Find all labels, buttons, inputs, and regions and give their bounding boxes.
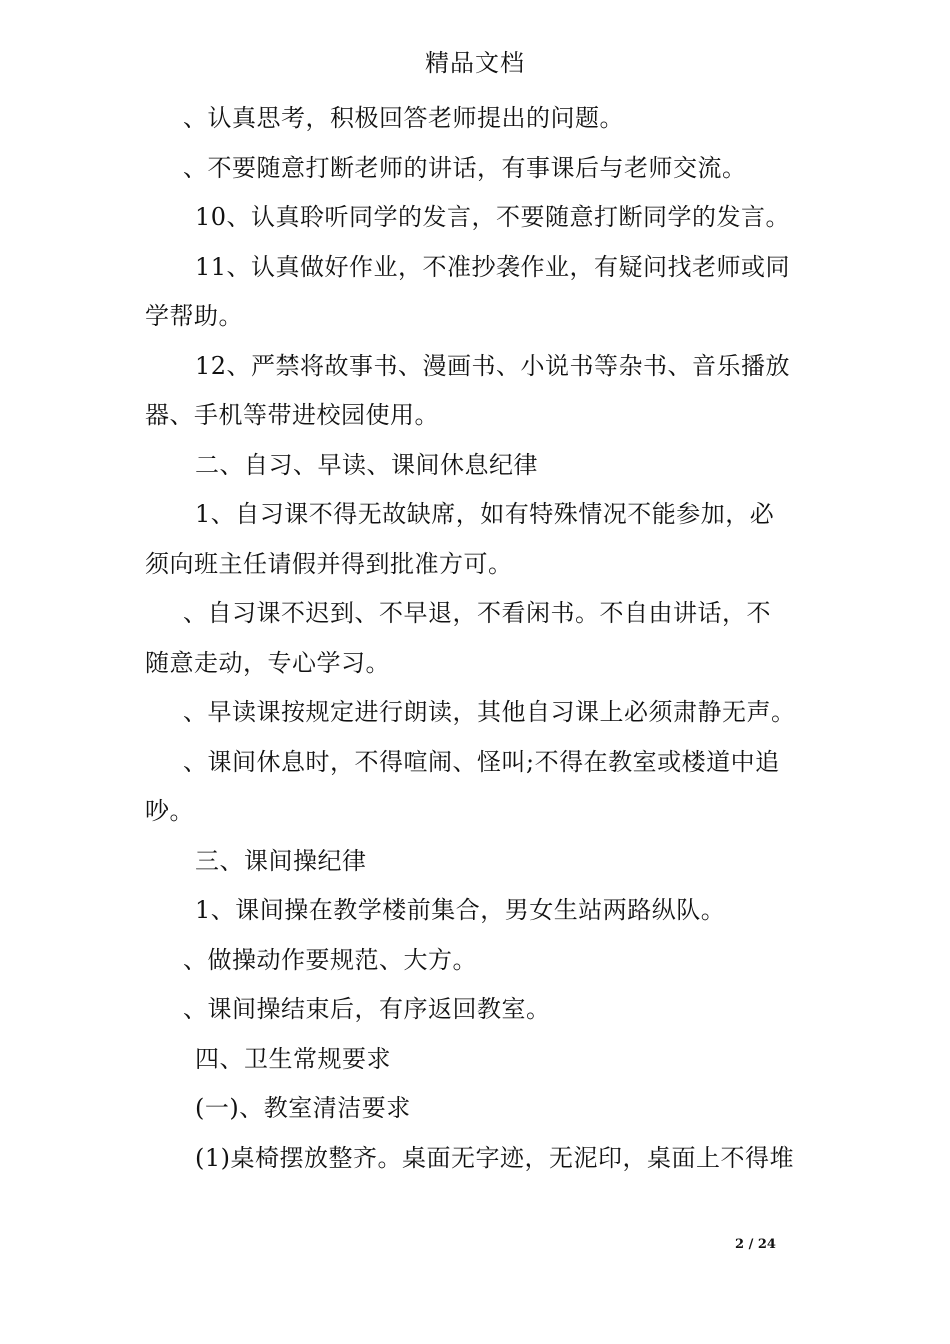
section-heading: 三、课间操纪律 [195, 846, 367, 875]
page-header-title: 精品文档 [425, 49, 525, 77]
text-line: 11、认真做好作业，不准抄袭作业，有疑问找老师或同 [195, 252, 791, 281]
document-body [145, 98, 815, 1187]
text-line: 1、课间操在教学楼前集合，男女生站两路纵队。 [195, 896, 726, 924]
text-line: 随意走动，专心学习。 [145, 648, 390, 677]
text-line: 、不要随意打断老师的讲话，有事课后与老师交流。 [183, 153, 747, 182]
text-line: 须向班主任请假并得到批准方可。 [145, 549, 513, 578]
text-line: 10、认真聆听同学的发言，不要随意打断同学的发言。 [195, 203, 791, 231]
text-line: 12、严禁将故事书、漫画书、小说书等杂书、音乐播放 [195, 351, 791, 380]
page-number: 2 / 24 [735, 1237, 776, 1252]
text-line: 、做操动作要规范、大方。 [183, 945, 477, 974]
text-line: 吵。 [145, 797, 194, 825]
text-line: 、自习课不迟到、不早退，不看闲书。不自由讲话，不 [183, 599, 771, 627]
section-heading: 四、卫生常规要求 [195, 1044, 391, 1073]
text-line: 、课间操结束后，有序返回教室。 [183, 995, 551, 1023]
subsection-heading: (一)、教室清洁要求 [195, 1094, 411, 1122]
text-line: (1)桌椅摆放整齐。桌面无字迹，无泥印，桌面上不得堆 [195, 1143, 794, 1172]
text-line: 器、手机等带进校园使用。 [145, 401, 439, 429]
text-line: 、认真思考，积极回答老师提出的问题。 [183, 104, 624, 132]
section-heading: 二、自习、早读、课间休息纪律 [195, 450, 538, 479]
text-line: 、课间休息时，不得喧闹、怪叫;不得在教室或楼道中追 [183, 747, 780, 776]
text-line: 、早读课按规定进行朗读，其他自习课上必须肃静无声。 [183, 698, 796, 726]
text-line: 1、自习课不得无故缺席，如有特殊情况不能参加，必 [195, 500, 775, 528]
text-line: 学帮助。 [145, 302, 243, 330]
